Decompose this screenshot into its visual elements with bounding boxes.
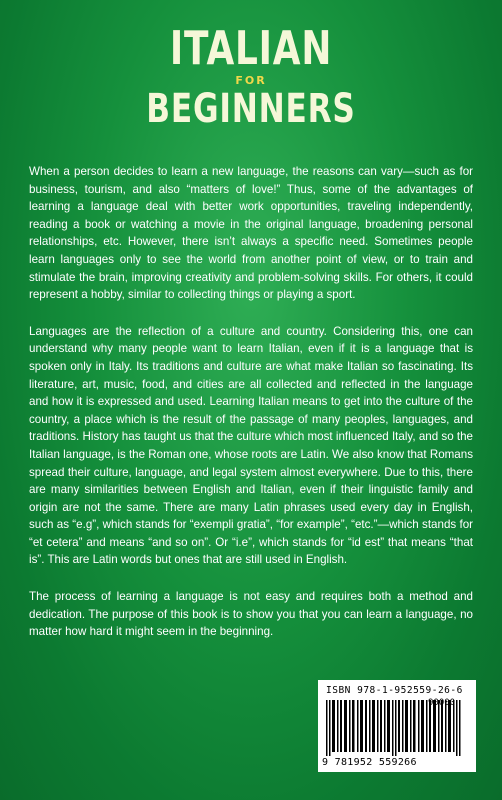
blurb-paragraph-1: When a person decides to learn a new language, the reasons can vary—such as for business, tourism, and also “matters of love!” Thus, some of the advantages of learning a language deal with better work opportunities, traveling independently, reading a book or watching a movie in the original language, broadening personal relationships, etc. However, there isn’t always a specific need. Sometimes people learn languages only to see the world from another point of view, or to train and stimulate the brain, improving creativity and problem-solving skills. For others, it could represent a hobby, similar to collecting things or playing a sport. bbox=[29, 165, 473, 302]
isbn-label: ISBN 978-1-952559-26-6 bbox=[326, 685, 463, 696]
barcode-bars bbox=[326, 700, 468, 756]
blurb-paragraph-3: The process of learning a language is not easy and requires both a method and dedication. The purpose of this book is to show you that you can learn a language, no matter how hard it might seem in the beginning. bbox=[29, 590, 473, 639]
title-beginners: BEGINNERS bbox=[146, 86, 356, 132]
barcode-box bbox=[318, 680, 476, 772]
title-for: FOR bbox=[235, 74, 267, 87]
title-italian: ITALIAN bbox=[169, 21, 333, 75]
blurb-paragraph-2: Languages are the reflection of a culture and country. Considering this, one can understand why many people want to learn Italian, even if it is a language that is spoken only in Italy. Its traditions and culture are what make Italian so fascinating. Its literature, art, music, food, and cities are all collected and reflected in the language and how it is expressed and used. Learning Italian means to get into the culture of the country, a place which is the result of the passage of many peoples, languages, and traditions. History has taught us that the culture which most influenced Italy, and so the Italian language, is the Roman one, whose roots are Latin. We also know that Romans spread their culture, language, and legal system almost everywhere. Due to this, there are many similarities between English and Italian, even if their linguistic family and origin are not the same. There are many Latin phrases used every day in English, such as “e.g”, which stands for “exempli gratia”, “for example”, “etc.”—which stands for “et cetera” and means “and so on”. Or “i.e”, which stands for “id est” that means “that is”. This are Latin words but ones that are still used in English. bbox=[29, 324, 473, 567]
barcode-digits: 9 781952 559266 bbox=[322, 757, 417, 768]
blurb-text bbox=[29, 163, 473, 660]
cover-title-block bbox=[0, 21, 502, 132]
